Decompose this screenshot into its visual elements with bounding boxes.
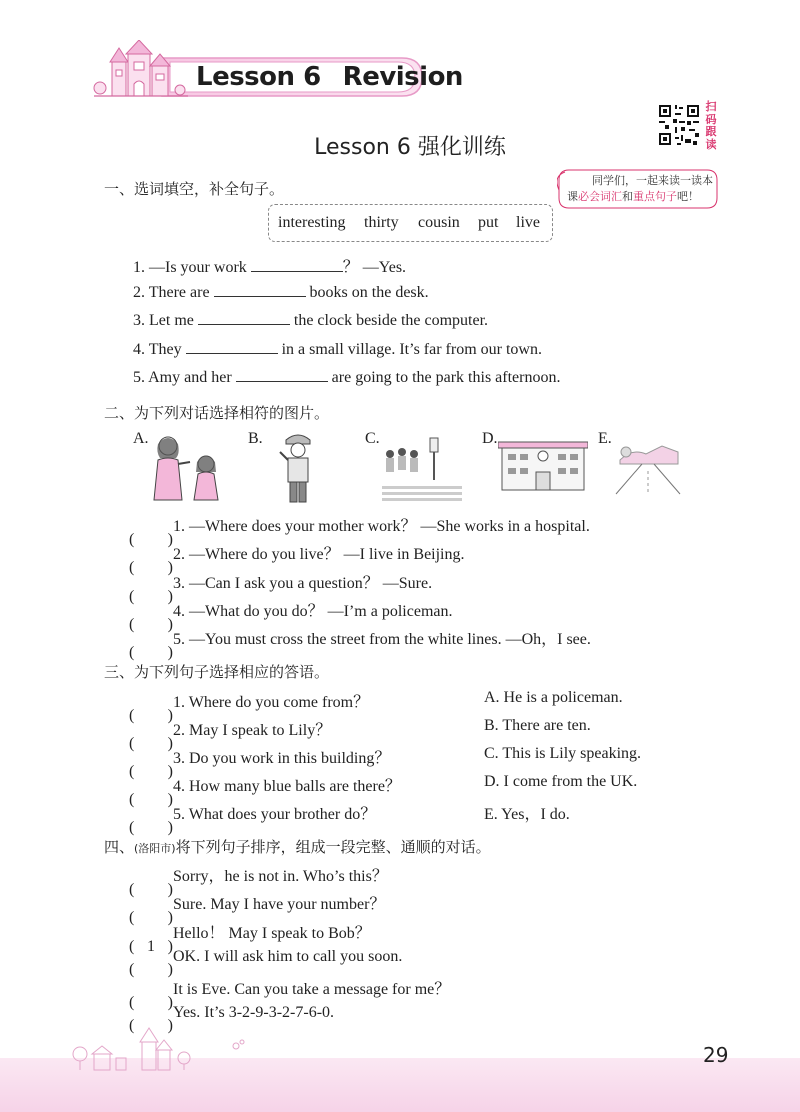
scan-char: 读	[705, 137, 717, 151]
question-text: 5. What does your brother do？	[173, 806, 377, 823]
bubble-text: 和	[622, 190, 633, 203]
paren-left: (	[129, 1017, 135, 1034]
paren-right: )	[167, 791, 173, 808]
banner-lesson: Lesson 6	[196, 62, 321, 92]
paren-left: (	[129, 763, 135, 780]
match-answer: A. He is a policeman.	[484, 689, 623, 706]
bubble-text-line1: 同学们，一起来读一读本	[592, 174, 713, 187]
paren-right: )	[167, 531, 173, 548]
question-text: are going to the park this afternoon.	[327, 369, 561, 386]
picture-label-d: D.	[482, 430, 498, 447]
order-text: Hello！ May I speak to Bob？	[173, 925, 371, 942]
dialogue-item	[129, 541, 465, 576]
word-bank-item: put	[478, 214, 499, 231]
picture-a-mother-girl	[146, 432, 236, 504]
dialogue-text: 2. —Where do you live？ —I live in Beijing.	[173, 546, 465, 563]
answer-blank[interactable]	[251, 257, 343, 272]
order-text: Sorry，he is not in. Who’s this？	[173, 868, 388, 885]
match-answer: C. This is Lily speaking.	[484, 745, 642, 762]
word-bank-item: cousin	[418, 214, 460, 231]
fill-blank-question	[133, 339, 542, 359]
picture-label-e: E.	[598, 430, 612, 447]
match-question	[129, 745, 391, 780]
word-bank-item: live	[516, 214, 540, 231]
question-text: 1. —Is your work	[133, 259, 251, 276]
question-text: 4. They	[133, 341, 186, 358]
paren-right: )	[167, 881, 173, 898]
page-number: 29	[703, 1043, 729, 1067]
bubble-highlight-sentences: 重点句子	[633, 190, 677, 203]
question-text: 5. Amy and her	[133, 369, 236, 386]
section3-title: 三、为下列句子选择相应的答语。	[104, 663, 330, 681]
picture-e-street	[612, 434, 684, 496]
scan-label	[704, 101, 718, 151]
question-text: ？ —Yes.	[342, 259, 407, 276]
order-text: Sure. May I have your number？	[173, 896, 386, 913]
question-text: 2. There are	[133, 284, 214, 301]
order-answer: 1	[147, 938, 155, 955]
picture-c-crossing	[380, 436, 466, 502]
paren-left: (	[129, 735, 135, 752]
paren-left: (	[129, 938, 135, 955]
order-item	[129, 1004, 335, 1034]
paren-left: (	[129, 791, 135, 808]
section4-instruction: 将下列句子排序，组成一段完整、通顺的对话。	[175, 838, 491, 856]
dialogue-item	[129, 598, 453, 633]
banner-revision: Revision	[342, 62, 463, 92]
answer-blank[interactable]	[236, 367, 328, 382]
paren-left: (	[129, 994, 135, 1011]
picture-label-c: C.	[365, 430, 380, 447]
paren-left: (	[129, 881, 135, 898]
dialogue-text: 5. —You must cross the street from the white lines. —Oh，I see.	[173, 631, 591, 648]
qr-code-icon[interactable]	[657, 103, 701, 147]
section2-title: 二、为下列对话选择相符的图片。	[104, 404, 330, 422]
paren-right: )	[167, 961, 173, 978]
paren-right: )	[167, 938, 173, 955]
order-text: OK. I will ask him to call you soon.	[173, 948, 403, 965]
paren-right: )	[167, 559, 173, 576]
order-text: It is Eve. Can you take a message for me？	[173, 981, 451, 998]
paren-right: )	[167, 588, 173, 605]
fill-blank-question	[133, 254, 406, 277]
question-text: books on the desk.	[305, 284, 429, 301]
paren-right: )	[167, 819, 173, 836]
section4-number: 四、	[104, 838, 135, 856]
picture-b-policeman	[270, 430, 326, 506]
match-answer: D. I come from the UK.	[484, 773, 638, 790]
picture-d-hospital	[498, 436, 588, 492]
order-item	[129, 948, 403, 978]
paren-right: )	[167, 707, 173, 724]
paren-left: (	[129, 909, 135, 926]
dialogue-item	[129, 626, 591, 661]
dialogue-item	[129, 513, 590, 548]
section1-title: 一、选词填空，补全句子。	[104, 180, 285, 198]
paren-left: (	[129, 819, 135, 836]
dialogue-text: 3. —Can I ask you a question？ —Sure.	[173, 575, 433, 592]
paren-right: )	[167, 1017, 173, 1034]
answer-blank[interactable]	[214, 282, 306, 297]
order-text: Yes. It’s 3-2-9-3-2-7-6-0.	[173, 1004, 335, 1021]
answer-blank[interactable]	[198, 310, 290, 325]
fill-blank-question	[133, 367, 560, 387]
word-bank-item: thirty	[364, 214, 399, 231]
bubble-text: 课	[567, 190, 578, 203]
picture-label-b: B.	[248, 430, 263, 447]
banner-title	[196, 62, 463, 92]
match-question	[129, 717, 332, 752]
paren-right: )	[167, 735, 173, 752]
order-item	[129, 976, 451, 1011]
picture-label-a: A.	[133, 430, 149, 447]
match-answer: E. Yes，I do.	[484, 806, 570, 823]
question-text: 2. May I speak to Lily？	[173, 722, 332, 739]
paren-left: (	[129, 531, 135, 548]
paren-left: (	[129, 616, 135, 633]
word-bank-item: interesting	[278, 214, 346, 231]
match-answer: B. There are ten.	[484, 717, 591, 734]
paren-right: )	[167, 763, 173, 780]
paren-left: (	[129, 707, 135, 724]
question-text: 3. Do you work in this building？	[173, 750, 391, 767]
dialogue-text: 4. —What do you do？ —I’m a policeman.	[173, 603, 453, 620]
scan-char: 扫	[705, 100, 717, 113]
paren-right: )	[167, 994, 173, 1011]
castle-illustration	[92, 40, 192, 106]
scan-char: 码	[705, 112, 717, 126]
dialogue-text: 1. —Where does your mother work？ —She works in a hospital.	[173, 518, 590, 535]
fill-blank-question	[133, 310, 488, 330]
scan-char: 跟	[705, 125, 717, 138]
bubble-text-line2	[567, 188, 699, 204]
dialogue-item	[129, 570, 433, 605]
match-question	[129, 689, 370, 724]
section4-source: (洛阳市)	[134, 842, 176, 855]
question-text: 3. Let me	[133, 312, 198, 329]
question-text: 1. Where do you come from？	[173, 694, 370, 711]
paren-left: (	[129, 644, 135, 661]
bubble-text: 吧！	[677, 190, 699, 203]
paren-right: )	[167, 644, 173, 661]
match-question	[129, 773, 401, 808]
order-item	[129, 891, 386, 926]
paren-left: (	[129, 588, 135, 605]
match-question	[129, 801, 377, 836]
section4-title	[104, 836, 491, 857]
paren-right: )	[167, 616, 173, 633]
paren-left: (	[129, 961, 135, 978]
bubble-highlight-vocab: 必会词汇	[578, 190, 622, 203]
order-item	[129, 863, 388, 898]
footer-town-illustration	[66, 1024, 246, 1072]
order-item	[129, 920, 371, 955]
answer-blank[interactable]	[186, 339, 278, 354]
paren-right: )	[167, 909, 173, 926]
paren-left: (	[129, 559, 135, 576]
fill-blank-question	[133, 282, 429, 302]
question-text: in a small village. It’s far from our town.	[277, 341, 542, 358]
question-text: the clock beside the computer.	[289, 312, 489, 329]
page-title: Lesson 6 强化训练	[314, 135, 506, 160]
question-text: 4. How many blue balls are there？	[173, 778, 401, 795]
